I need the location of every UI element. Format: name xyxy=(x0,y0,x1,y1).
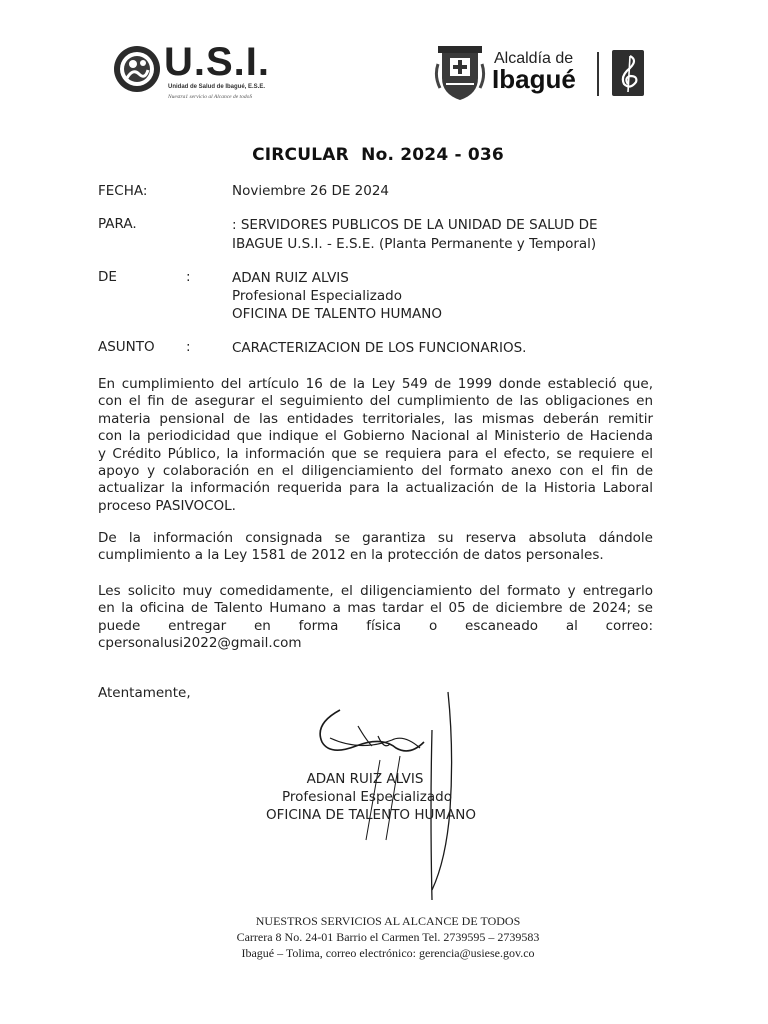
para-line-1: : SERVIDORES PUBLICOS DE LA UNIDAD DE SALUD DE xyxy=(232,217,598,233)
paragraph-1-line: actualizar la información requerida para la actualización de la Historia Laboral xyxy=(98,480,653,497)
de-name: ADAN RUIZ ALVIS xyxy=(232,270,349,286)
footer-slogan: NUESTROS SERVICIOS AL ALCANCE DE TODOS xyxy=(255,914,521,928)
usi-emblem-icon xyxy=(112,44,162,94)
paragraph-2-line: De la información consignada se garantiza su reserva absoluta dándole xyxy=(98,530,653,546)
closing: Atentamente, xyxy=(98,685,191,701)
footer-contact: Ibagué – Tolima, correo electrónico: gerencia@usiese.gov.co xyxy=(241,946,535,960)
signature-name: ADAN RUIZ ALVIS xyxy=(306,771,424,787)
usi-tagline: Nuestra1 servicio al Alcance de todoS xyxy=(168,94,253,100)
alcaldia-city: Ibagué xyxy=(492,64,576,94)
usi-wordmark: U.S.I. xyxy=(164,40,271,84)
alcaldia-logo xyxy=(434,44,650,104)
alcaldia-line1: Alcaldía de xyxy=(494,50,574,67)
logo-divider xyxy=(597,52,599,96)
paragraph-1-line: con la periodicidad que indique el Gobierno Nacional al Ministerio de Hacienda xyxy=(98,428,653,445)
paragraph-3-line: cpersonalusi2022@gmail.com xyxy=(98,635,302,652)
paragraph-2-line: cumplimiento a la Ley 1581 de 2012 en la protección de datos personales. xyxy=(98,547,604,564)
paragraph-3-line: puede entregar en forma física o escaneado al correo: xyxy=(98,617,653,634)
fecha-value: Noviembre 26 DE 2024 xyxy=(232,183,390,199)
de-colon: : xyxy=(186,269,191,285)
paragraph-1-line: apoyo y colaboración en el diligenciamiento del formato anexo con el fin de xyxy=(98,463,653,480)
paragraph-1-line: En cumplimiento del artículo 16 de la Ley 549 de 1999 donde estableció que, xyxy=(98,376,653,392)
paragraph-3-line: en la oficina de Talento Humano a mas tardar el 05 de diciembre de 2024; se xyxy=(98,600,653,617)
paragraph-1-line: materia pensional de las entidades territoriales, las mismas deberán remitir xyxy=(98,410,653,427)
footer-address: Carrera 8 No. 24-01 Barrio el Carmen Tel. 2739595 – 2739583 xyxy=(236,930,540,944)
para-line-2: IBAGUE U.S.I. - E.S.E. (Planta Permanente y Temporal) xyxy=(232,236,597,252)
signature-role: Profesional Especializado xyxy=(282,789,452,805)
circular-title xyxy=(0,145,768,165)
de-label: DE xyxy=(98,269,117,285)
usi-logo xyxy=(112,40,272,106)
usi-subtitle: Unidad de Salud de Ibagué, E.S.E. xyxy=(168,84,266,90)
footer xyxy=(0,913,768,961)
circular-title-text: CIRCULAR No. 2024 - 036 xyxy=(252,145,504,165)
de-role: Profesional Especializado xyxy=(232,288,402,304)
paragraph-1-line: y Crédito Público, la información que se requiera para el efecto, se requiere el xyxy=(98,445,653,462)
ibague-shield-icon xyxy=(434,44,486,102)
signature-block xyxy=(256,770,490,824)
paragraph-2 xyxy=(98,530,653,565)
asunto-colon: : xyxy=(186,339,191,355)
para-label: PARA. xyxy=(98,216,137,232)
paragraph-3-line: Les solicito muy comedidamente, el diligenciamiento del formato y entregarlo xyxy=(98,583,653,599)
paragraph-1-line: proceso PASIVOCOL. xyxy=(98,497,236,514)
fecha-label: FECHA: xyxy=(98,183,148,199)
asunto-value: CARACTERIZACION DE LOS FUNCIONARIOS. xyxy=(232,340,527,356)
asunto-label: ASUNTO xyxy=(98,339,155,355)
de-office: OFICINA DE TALENTO HUMANO xyxy=(232,306,443,322)
paragraph-3 xyxy=(98,583,653,653)
musical-clef-icon xyxy=(610,50,646,96)
signature-office: OFICINA DE TALENTO HUMANO xyxy=(265,807,476,823)
paragraph-1-line: con el fin de asegurar el seguimiento del cumplimiento de las obligaciones en xyxy=(98,393,653,410)
paragraph-1 xyxy=(98,376,653,515)
